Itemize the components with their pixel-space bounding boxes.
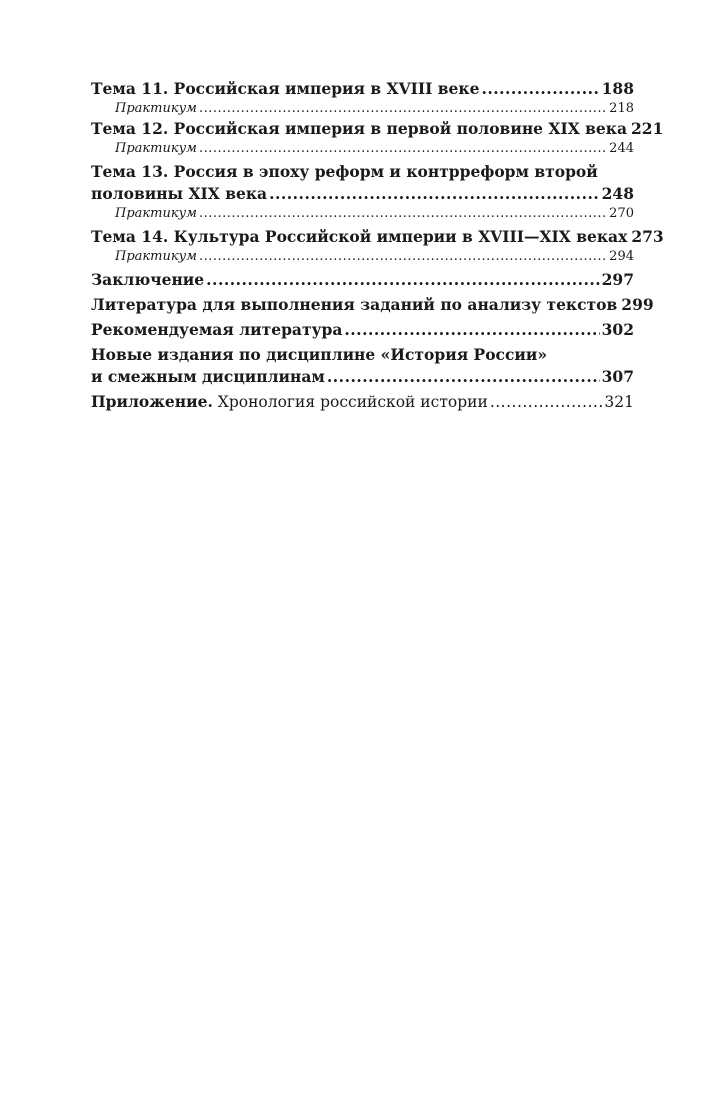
- toc-page-number: 270: [609, 206, 634, 221]
- toc-main-line[interactable]: [91, 391, 634, 413]
- toc-leader-dots: [481, 78, 599, 100]
- toc-leader-dots: [206, 269, 599, 291]
- toc-leader-dots: [199, 100, 607, 118]
- toc-page-number: 321: [604, 393, 634, 411]
- toc-main-line[interactable]: [91, 226, 664, 248]
- toc-entry-new-editions[interactable]: [91, 344, 634, 388]
- toc-page-number: 248: [601, 184, 634, 203]
- toc-title: Тема 14. Культура Российской империи в XVIII—XIX веках: [91, 227, 628, 246]
- toc-title: Рекомендуемая литература: [91, 320, 343, 339]
- toc-title: Тема 11. Российская империя в XVIII веке: [91, 79, 480, 98]
- toc-entry-topic-12[interactable]: [91, 118, 664, 158]
- toc-sub-line[interactable]: [91, 140, 634, 158]
- toc-subtitle: Практикум: [115, 141, 197, 156]
- toc-page-number: 297: [601, 270, 634, 289]
- toc-main-line[interactable]: [91, 319, 634, 341]
- toc-subtitle: Практикум: [115, 249, 197, 264]
- toc-page-number: 294: [609, 249, 634, 264]
- toc-main-line[interactable]: [91, 269, 634, 291]
- toc-entry-topic-14[interactable]: [91, 226, 664, 266]
- toc-page-number: 299: [621, 295, 654, 314]
- toc-page-number: 273: [631, 227, 664, 246]
- toc-entry-recommended-literature[interactable]: [91, 319, 634, 341]
- toc-main-line[interactable]: [91, 366, 634, 388]
- toc-leader-dots: [327, 366, 600, 388]
- toc-title: Тема 12. Российская империя в первой половине XIX века: [91, 119, 627, 138]
- toc-main-line[interactable]: [91, 78, 634, 100]
- toc-leader-dots: [490, 391, 603, 413]
- toc-page-number: 244: [609, 141, 634, 156]
- toc-title-line2: половины XIX века: [91, 184, 268, 203]
- toc-entry-appendix[interactable]: [91, 391, 634, 413]
- toc-title-line2: и смежным дисциплинам: [91, 367, 325, 386]
- toc-leader-dots: [344, 319, 599, 341]
- toc-main-line[interactable]: [91, 294, 654, 316]
- toc-entry-topic-11[interactable]: [91, 78, 634, 118]
- toc-main-line[interactable]: [91, 183, 634, 205]
- toc-title-line1: Новые издания по дисциплине «История России»: [91, 345, 548, 364]
- table-of-contents: [91, 78, 664, 413]
- toc-subtitle: Практикум: [115, 206, 197, 221]
- toc-sub-line[interactable]: [91, 100, 634, 118]
- toc-main-line[interactable]: [91, 118, 664, 140]
- toc-title: Литература для выполнения заданий по анализу текстов: [91, 295, 618, 314]
- toc-title: Заключение: [91, 270, 205, 289]
- toc-leader-dots: [269, 183, 600, 205]
- toc-page-number: 307: [601, 367, 634, 386]
- toc-page-number: 302: [601, 320, 634, 339]
- toc-sub-line[interactable]: [91, 205, 634, 223]
- toc-title: [91, 391, 488, 413]
- toc-leader-dots: [199, 248, 607, 266]
- toc-sub-line[interactable]: [91, 248, 634, 266]
- toc-leader-dots: [199, 205, 607, 223]
- toc-page-number: 188: [601, 79, 634, 98]
- toc-entry-conclusion[interactable]: [91, 269, 634, 291]
- toc-subtitle: Практикум: [115, 101, 197, 116]
- toc-entry-topic-13[interactable]: [91, 161, 634, 223]
- appendix-label: Приложение.: [91, 392, 213, 411]
- toc-title-line1: Тема 13. Россия в эпоху реформ и контрреформ второй: [91, 162, 598, 181]
- toc-page-number: 218: [609, 101, 634, 116]
- toc-page-number: 221: [631, 119, 664, 138]
- toc-leader-dots: [199, 140, 607, 158]
- appendix-title: Хронология российской истории: [212, 393, 488, 411]
- toc-entry-literature-tasks[interactable]: [91, 294, 654, 316]
